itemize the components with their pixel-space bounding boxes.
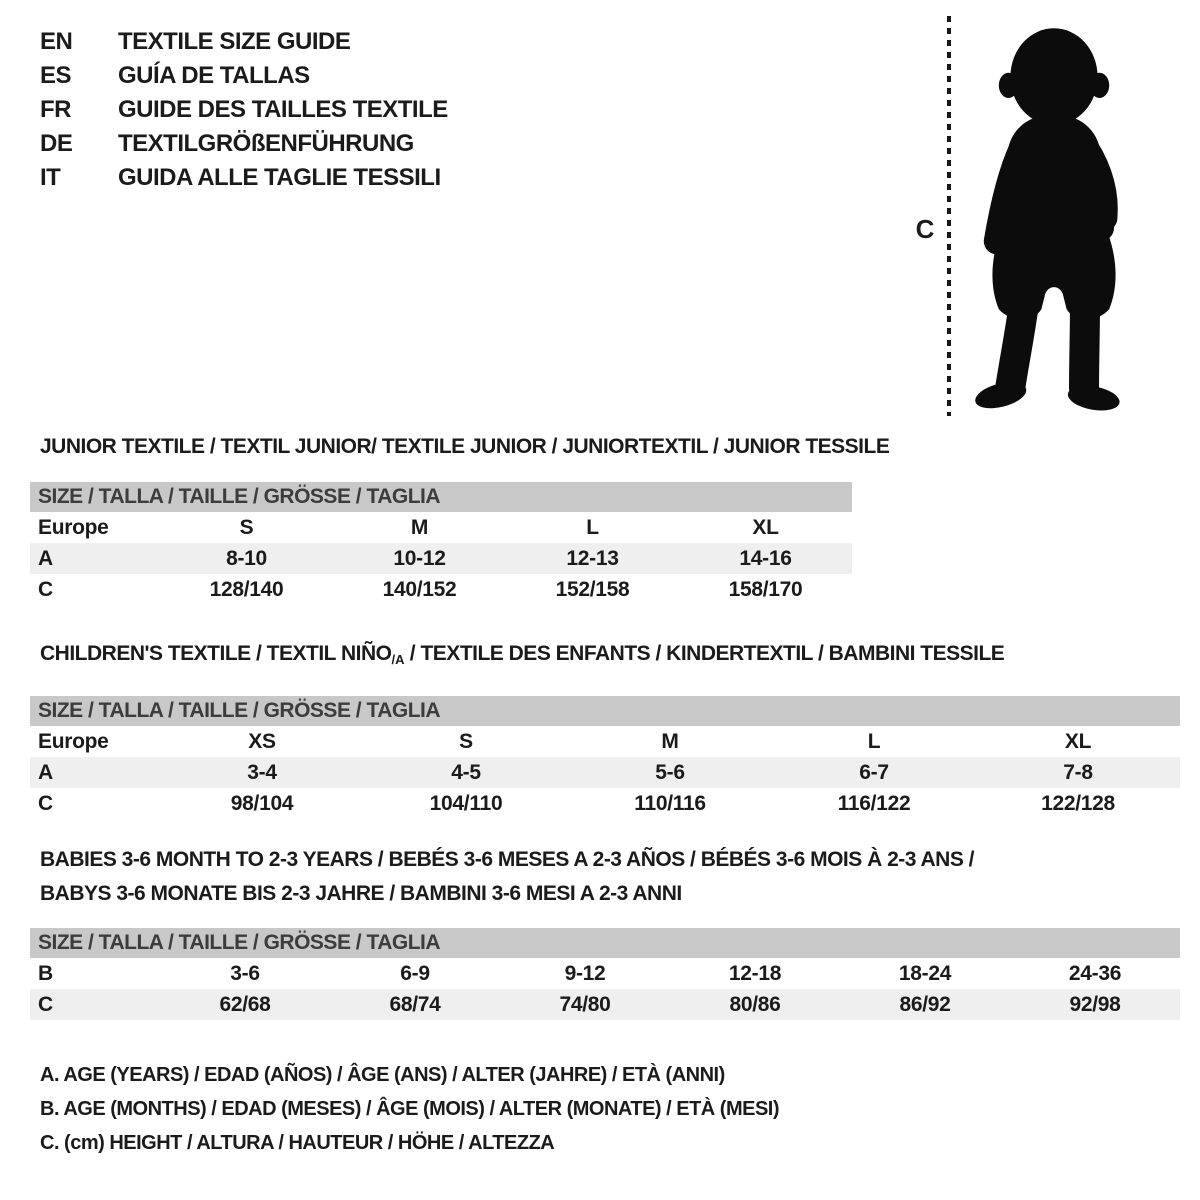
value-cell: 4-5 bbox=[451, 761, 481, 784]
value-cell: 128/140 bbox=[209, 578, 284, 601]
language-code: IT bbox=[40, 164, 61, 191]
children-title-subscript: /A bbox=[391, 652, 405, 667]
children-section bbox=[30, 641, 1180, 819]
height-measure-line bbox=[947, 16, 951, 416]
language-row-de bbox=[40, 127, 448, 161]
language-label: GUIDA ALLE TAGLIE TESSILI bbox=[118, 164, 441, 191]
value-cell: 6-7 bbox=[859, 761, 889, 784]
language-code: ES bbox=[40, 62, 72, 89]
size-header-bar: SIZE / TALLA / TAILLE / GRÖSSE / TAGLIA bbox=[30, 928, 1180, 958]
language-code: DE bbox=[40, 130, 73, 157]
value-cell: 9-12 bbox=[564, 962, 606, 985]
value-cell: S bbox=[239, 516, 254, 539]
value-cell: XS bbox=[248, 730, 276, 753]
value-cell: 7-8 bbox=[1063, 761, 1093, 784]
value-cell: 8-10 bbox=[226, 547, 267, 570]
language-label: GUÍA DE TALLAS bbox=[118, 62, 310, 89]
language-list bbox=[40, 25, 448, 195]
language-row-es bbox=[40, 59, 448, 93]
table-row bbox=[30, 958, 1180, 989]
value-cell: M bbox=[661, 730, 679, 753]
value-cell: 14-16 bbox=[739, 547, 792, 570]
language-label: TEXTILE SIZE GUIDE bbox=[118, 28, 351, 55]
measure-label-c: C bbox=[915, 214, 935, 244]
value-cell: 62/68 bbox=[219, 993, 271, 1016]
row-label: Europe bbox=[38, 516, 109, 539]
size-header-bar: SIZE / TALLA / TAILLE / GRÖSSE / TAGLIA bbox=[30, 696, 1180, 726]
table-row bbox=[30, 512, 852, 543]
toddler-silhouette-icon bbox=[962, 22, 1146, 418]
babies-title-line1: BABIES 3-6 MONTH TO 2-3 YEARS / BEBÉS 3-6 MESES A 2-3 AÑOS / BÉBÉS 3-6 MOIS À 2-3 ANS / bbox=[40, 848, 975, 871]
legend-line-c: C. (cm) HEIGHT / ALTURA / HAUTEUR / HÖHE / ALTEZZA bbox=[40, 1132, 555, 1154]
size-header-bar: SIZE / TALLA / TAILLE / GRÖSSE / TAGLIA bbox=[30, 482, 852, 512]
value-cell: 10-12 bbox=[393, 547, 446, 570]
value-cell: 86/92 bbox=[899, 993, 951, 1016]
value-cell: M bbox=[410, 516, 429, 539]
junior-section bbox=[30, 434, 890, 605]
table-row bbox=[30, 788, 1180, 819]
row-label: C bbox=[38, 792, 53, 815]
language-code: EN bbox=[40, 28, 73, 55]
table-row bbox=[30, 757, 1180, 788]
value-cell: 6-9 bbox=[400, 962, 430, 985]
table-row bbox=[30, 989, 1180, 1020]
value-cell: L bbox=[586, 516, 599, 539]
value-cell: 98/104 bbox=[230, 792, 294, 815]
value-cell: 140/152 bbox=[382, 578, 457, 601]
table-row bbox=[30, 574, 852, 605]
value-cell: 3-4 bbox=[247, 761, 277, 784]
value-cell: 5-6 bbox=[655, 761, 685, 784]
row-label: C bbox=[38, 578, 53, 601]
children-title-post: / TEXTILE DES ENFANTS / KINDERTEXTIL / BAMBINI TESSILE bbox=[404, 642, 1005, 665]
legend-line-a: A. AGE (YEARS) / EDAD (AÑOS) / ÂGE (ANS) / ALTER (JAHRE) / ETÀ (ANNI) bbox=[40, 1064, 725, 1086]
table-row bbox=[30, 726, 1180, 757]
value-cell: 92/98 bbox=[1069, 993, 1121, 1016]
value-cell: 104/110 bbox=[429, 792, 503, 815]
value-cell: 158/170 bbox=[728, 578, 803, 601]
children-table-title bbox=[40, 641, 1180, 673]
row-label: B bbox=[38, 962, 53, 985]
row-label: A bbox=[38, 547, 53, 570]
language-row-fr bbox=[40, 93, 448, 127]
value-cell: 80/86 bbox=[729, 993, 781, 1016]
language-code: FR bbox=[40, 96, 71, 123]
babies-section bbox=[30, 843, 1180, 1020]
junior-table-title: JUNIOR TEXTILE / TEXTIL JUNIOR/ TEXTILE JUNIOR / JUNIORTEXTIL / JUNIOR TESSILE bbox=[40, 435, 890, 458]
row-label: Europe bbox=[38, 730, 109, 753]
value-cell: S bbox=[459, 730, 473, 753]
value-cell: 74/80 bbox=[559, 993, 611, 1016]
value-cell: 24-36 bbox=[1068, 962, 1122, 985]
value-cell: 110/116 bbox=[634, 792, 706, 815]
language-row-it bbox=[40, 161, 448, 195]
row-label: A bbox=[38, 761, 53, 784]
babies-title-line2: BABYS 3-6 MONATE BIS 2-3 JAHRE / BAMBINI 3-6 MESI A 2-3 ANNI bbox=[40, 882, 682, 905]
value-cell: XL bbox=[1064, 730, 1092, 753]
row-label: C bbox=[38, 993, 53, 1016]
value-cell: L bbox=[867, 730, 881, 753]
children-title-pre: CHILDREN'S TEXTILE / TEXTIL NIÑO bbox=[40, 642, 392, 665]
language-row-en bbox=[40, 25, 448, 59]
value-cell: 12-13 bbox=[566, 547, 619, 570]
language-label: TEXTILGRÖßENFÜHRUNG bbox=[118, 130, 414, 157]
language-label: GUIDE DES TAILLES TEXTILE bbox=[118, 96, 448, 123]
value-cell: 122/128 bbox=[1041, 792, 1115, 815]
value-cell: 68/74 bbox=[389, 993, 441, 1016]
value-cell: 12-18 bbox=[728, 962, 782, 985]
value-cell: 18-24 bbox=[898, 962, 952, 985]
babies-table-title bbox=[40, 843, 1180, 911]
value-cell: 152/158 bbox=[555, 578, 630, 601]
value-cell: 3-6 bbox=[230, 962, 260, 985]
value-cell: XL bbox=[752, 516, 779, 539]
value-cell: 116/122 bbox=[837, 792, 911, 815]
legend bbox=[40, 1058, 779, 1160]
table-row bbox=[30, 543, 852, 574]
legend-line-b: B. AGE (MONTHS) / EDAD (MESES) / ÂGE (MOIS) / ALTER (MONATE) / ETÀ (MESI) bbox=[40, 1098, 780, 1120]
